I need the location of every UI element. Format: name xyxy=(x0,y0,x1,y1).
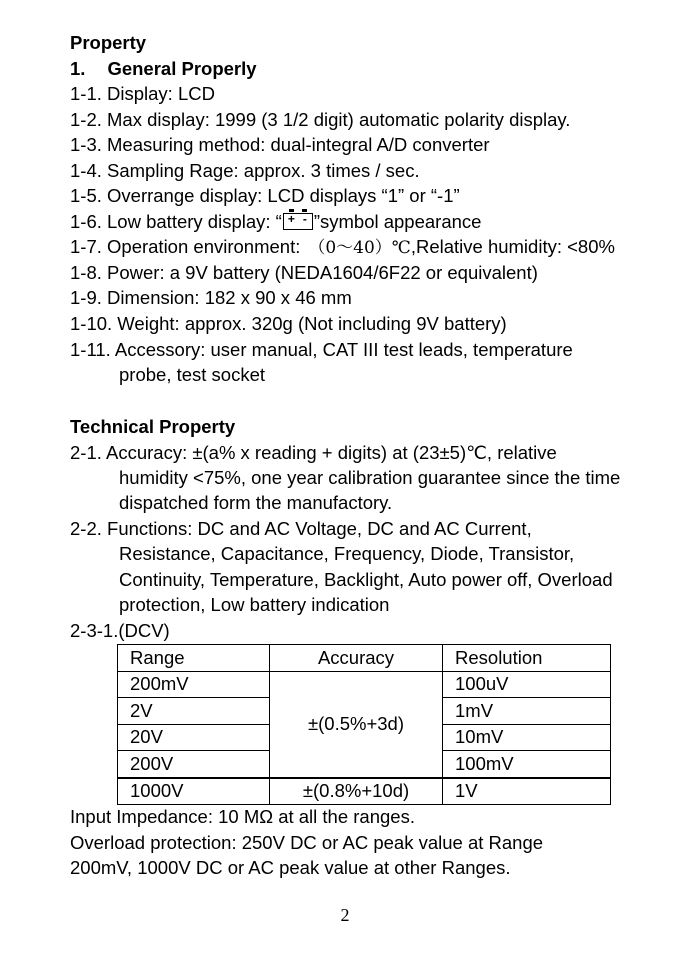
cell-accuracy: ±(0.5%+3d) xyxy=(270,671,443,778)
item-2-1-line3: dispatched form the manufactory. xyxy=(119,492,393,513)
item-1-9: 1-9. Dimension: 182 x 90 x 46 mm xyxy=(70,287,352,308)
cell-resolution: 1V xyxy=(443,778,611,805)
item-2-2-line1: 2-2. Functions: DC and AC Voltage, DC and AC Current, xyxy=(70,518,532,539)
cell-range: 20V xyxy=(118,724,270,751)
item-1-4: 1-4. Sampling Rage: approx. 3 times / sec. xyxy=(70,160,420,181)
cell-range: 2V xyxy=(118,698,270,725)
cell-accuracy: ±(0.8%+10d) xyxy=(270,778,443,805)
item-1-7 xyxy=(70,235,615,260)
cell-resolution: 1mV xyxy=(443,698,611,725)
item-2-2-line3: Continuity, Temperature, Backlight, Auto power off, Overload xyxy=(119,569,613,590)
header-resolution: Resolution xyxy=(443,645,611,672)
section1-title: General Properly xyxy=(107,58,257,79)
item-1-8: 1-8. Power: a 9V battery (NEDA1604/6F22 or equivalent) xyxy=(70,262,538,283)
header-range: Range xyxy=(118,645,270,672)
item-1-6-suffix: ”symbol appearance xyxy=(313,211,482,232)
item-2-1-line1: 2-1. Accuracy: ±(a% x reading + digits) at (23±5)℃, relative xyxy=(70,442,557,463)
battery-icon: + - xyxy=(283,213,313,230)
cell-resolution: 10mV xyxy=(443,724,611,751)
cell-range: 200mV xyxy=(118,671,270,698)
item-1-6 xyxy=(70,210,481,234)
property-heading: Property xyxy=(70,32,147,53)
item-1-11-line2: probe, test socket xyxy=(119,364,266,385)
dcv-spec-table xyxy=(117,644,611,805)
table-row xyxy=(118,778,611,805)
section1-heading xyxy=(70,57,257,81)
item-1-1: 1-1. Display: LCD xyxy=(70,83,215,104)
overload-line2: 200mV, 1000V DC or AC peak value at other Ranges. xyxy=(70,857,511,878)
dcv-label: 2-3-1.(DCV) xyxy=(70,620,170,641)
item-2-2-line4: protection, Low battery indication xyxy=(119,594,390,615)
input-impedance: Input Impedance: 10 MΩ at all the ranges. xyxy=(70,806,415,827)
cell-range: 1000V xyxy=(118,778,270,805)
section1-number: 1. xyxy=(70,58,86,79)
page-number: 2 xyxy=(340,905,350,925)
cell-resolution: 100uV xyxy=(443,671,611,698)
item-1-2: 1-2. Max display: 1999 (3 1/2 digit) automatic polarity display. xyxy=(70,109,571,130)
overload-line1: Overload protection: 250V DC or AC peak value at Range xyxy=(70,832,544,853)
item-2-2-line2: Resistance, Capacitance, Frequency, Diode, Transistor, xyxy=(119,543,575,564)
item-1-7-range: （0～40）℃ xyxy=(308,238,411,258)
item-2-1-line2: humidity <75%, one year calibration guarantee since the time xyxy=(119,467,621,488)
table-header-row xyxy=(118,645,611,672)
item-1-10: 1-10. Weight: approx. 320g (Not including 9V battery) xyxy=(70,313,507,334)
cell-range: 200V xyxy=(118,751,270,778)
item-1-6-prefix: 1-6. Low battery display: “ xyxy=(70,211,282,232)
header-accuracy: Accuracy xyxy=(270,645,443,672)
item-1-5: 1-5. Overrange display: LCD displays “1” or “-1” xyxy=(70,185,460,206)
technical-property-heading: Technical Property xyxy=(70,416,236,437)
item-1-11-line1: 1-11. Accessory: user manual, CAT III test leads, temperature xyxy=(70,339,573,360)
item-1-3: 1-3. Measuring method: dual-integral A/D converter xyxy=(70,134,490,155)
item-1-7-prefix: 1-7. Operation environment: xyxy=(70,236,301,257)
table-row xyxy=(118,671,611,698)
cell-resolution: 100mV xyxy=(443,751,611,778)
item-1-7-suffix: ,Relative humidity: <80% xyxy=(410,236,615,257)
